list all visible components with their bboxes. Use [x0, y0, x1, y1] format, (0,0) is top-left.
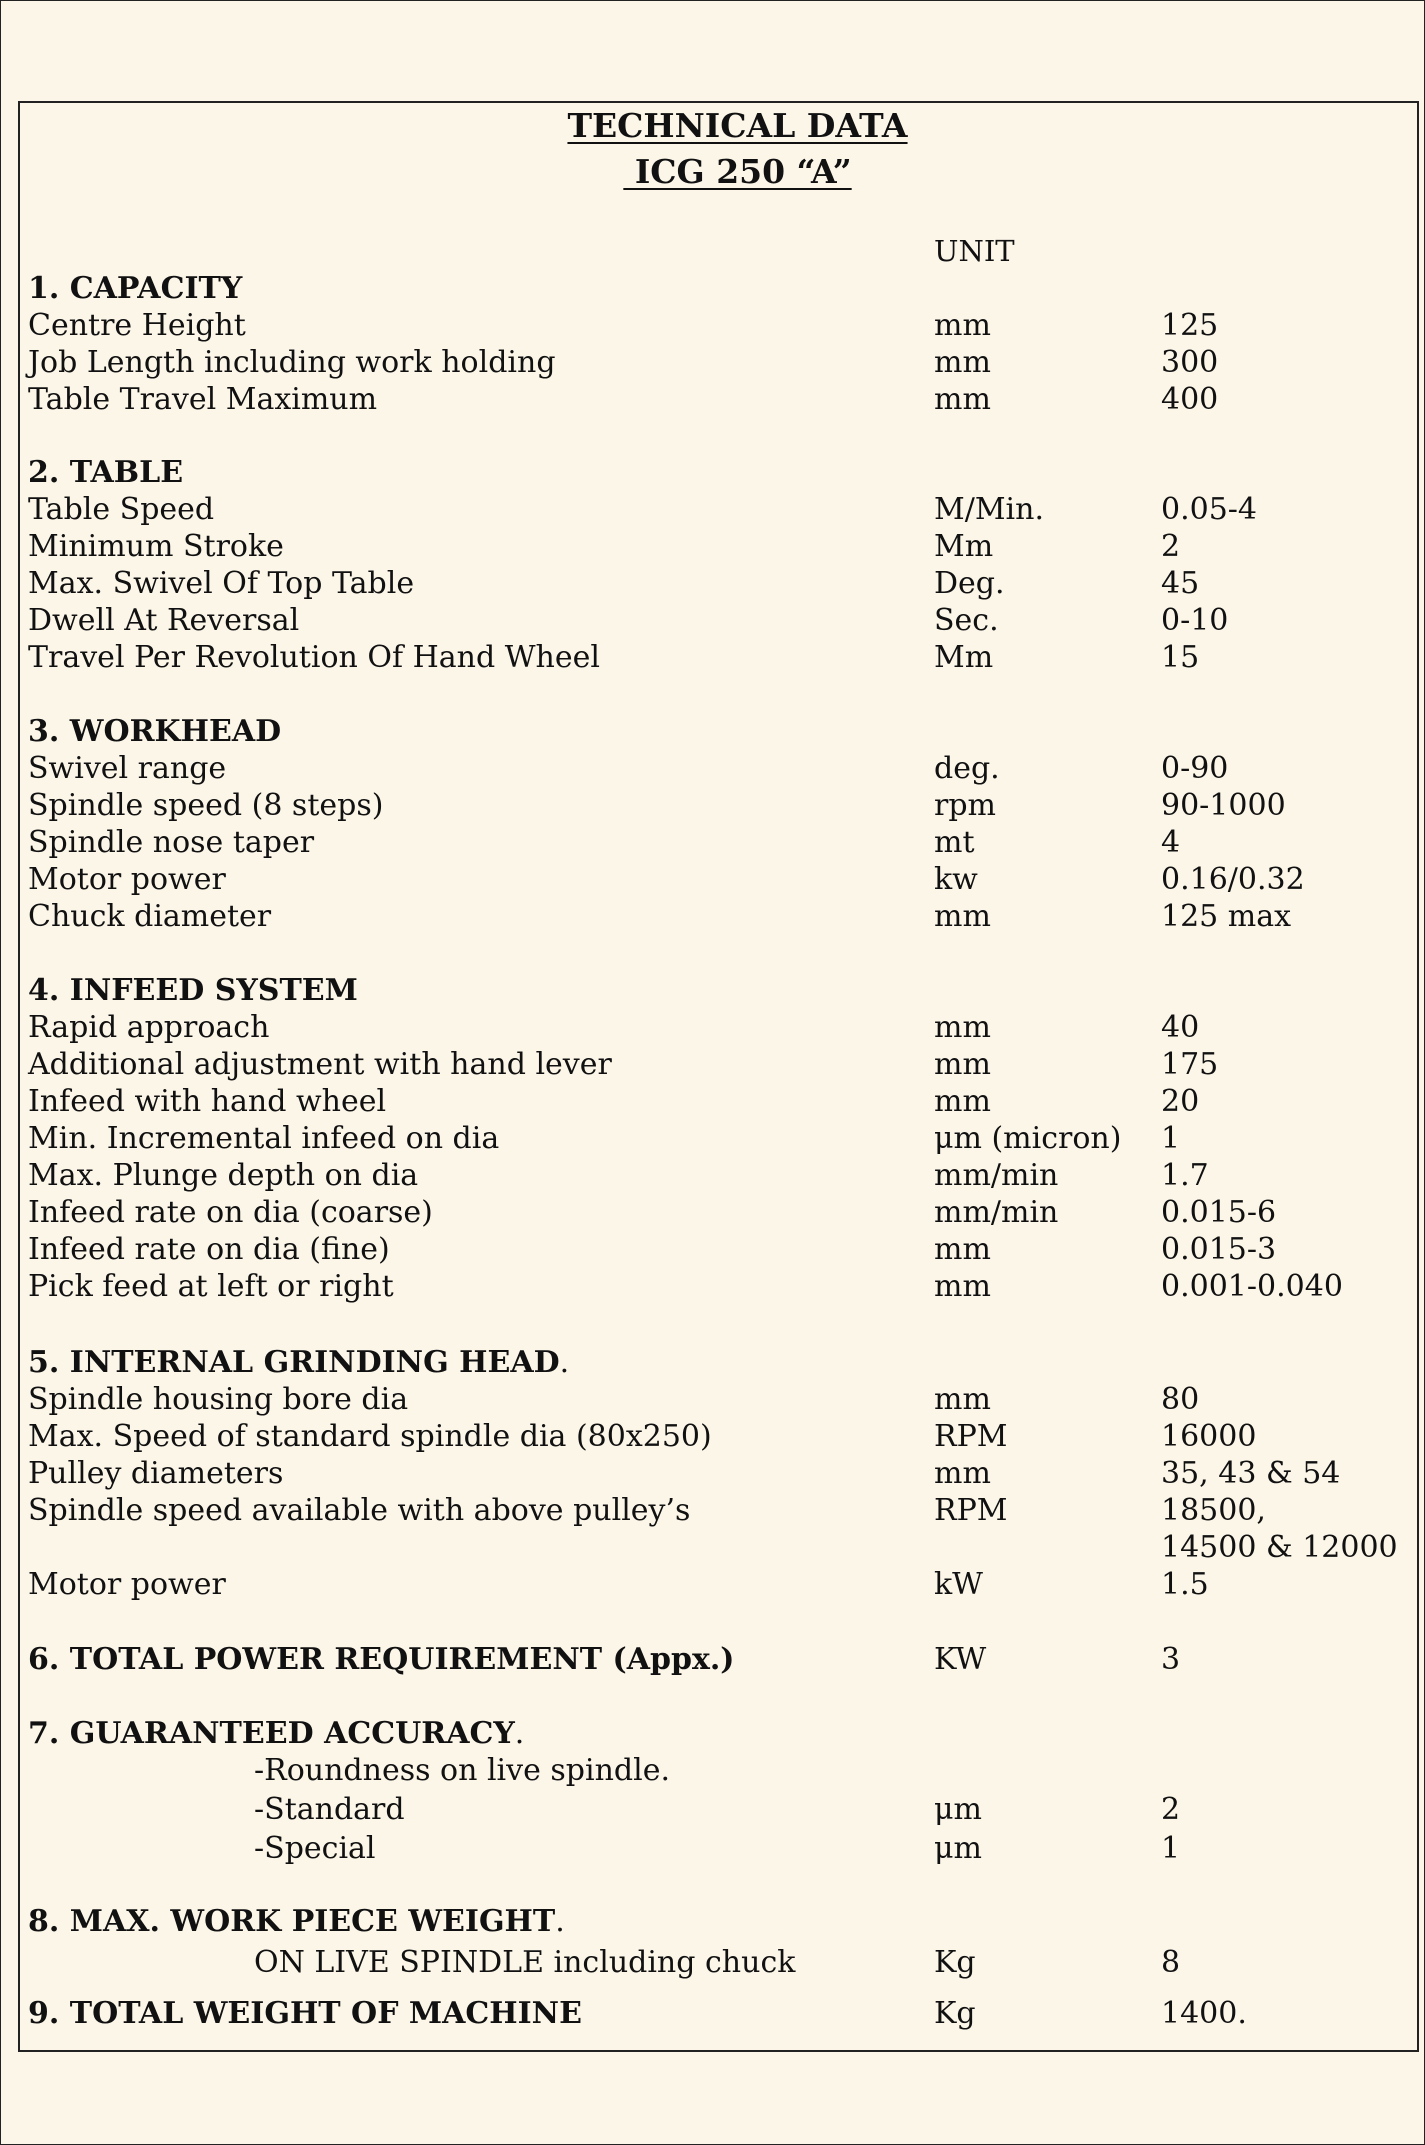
row-value: 1.5: [1161, 1567, 1209, 1602]
section-heading: [28, 1344, 569, 1381]
row-label: ON LIVE SPINDLE including chuck: [254, 1945, 796, 1980]
section-title: TOTAL POWER REQUIREMENT (Appx.): [69, 1642, 735, 1677]
row-label: Max. Plunge depth on dia: [28, 1158, 419, 1193]
row-label: Centre Height: [28, 308, 246, 343]
row-value: 0.001-0.040: [1161, 1269, 1343, 1304]
row-unit: RPM: [934, 1493, 1008, 1528]
section-title: INFEED SYSTEM: [69, 973, 358, 1008]
row-value: 90-1000: [1161, 788, 1286, 823]
row-unit: Kg: [934, 1945, 976, 1980]
row-label: Motor power: [28, 1567, 226, 1602]
section-heading: [28, 1641, 735, 1678]
row-label: Infeed with hand wheel: [28, 1084, 387, 1119]
row-unit: mm: [934, 1382, 991, 1417]
row-value: 16000: [1161, 1419, 1257, 1454]
section-value: 3: [1161, 1642, 1181, 1677]
row-value: 0.015-3: [1161, 1232, 1277, 1267]
row-unit: M/Min.: [934, 492, 1044, 527]
row-label: Max. Swivel Of Top Table: [28, 566, 415, 601]
model-title: ICG 250 “A”: [623, 152, 852, 191]
section-title-punctuation: .: [559, 1345, 570, 1380]
section-heading: [28, 454, 183, 491]
row-value: 15: [1161, 640, 1200, 675]
row-value: 1: [1161, 1831, 1181, 1866]
section-heading: [28, 270, 242, 307]
section-title: GUARANTEED ACCURACY: [69, 1716, 515, 1751]
row-value: 40: [1161, 1010, 1200, 1045]
row-value: 8: [1161, 1945, 1181, 1980]
section-unit: Kg: [934, 1996, 976, 2031]
row-value: 175: [1161, 1047, 1219, 1082]
row-label: Pick feed at left or right: [28, 1269, 394, 1304]
row-label: Max. Speed of standard spindle dia (80x250): [28, 1419, 712, 1454]
row-unit: RPM: [934, 1419, 1008, 1454]
row-unit: mm: [934, 899, 991, 934]
row-unit: mm: [934, 1084, 991, 1119]
row-value: 125 max: [1161, 899, 1292, 934]
row-value: 1.7: [1161, 1158, 1209, 1193]
row-value: 125: [1161, 308, 1219, 343]
row-unit: deg.: [934, 751, 1000, 786]
row-unit: μm: [934, 1792, 982, 1827]
section-number: 7.: [28, 1716, 60, 1751]
row-value: 14500 & 12000: [1161, 1530, 1398, 1565]
row-unit: mm: [934, 1232, 991, 1267]
row-label: Chuck diameter: [28, 899, 272, 934]
row-label: Dwell At Reversal: [28, 603, 300, 638]
row-label: Minimum Stroke: [28, 529, 284, 564]
row-label: Table Travel Maximum: [28, 382, 378, 417]
row-value: 2: [1161, 529, 1181, 564]
section-value: 1400.: [1161, 1996, 1247, 2031]
row-label: -Standard: [254, 1792, 405, 1827]
row-label: Infeed rate on dia (coarse): [28, 1195, 433, 1230]
section-title-punctuation: .: [514, 1716, 525, 1751]
row-label: Spindle speed available with above pulley’s: [28, 1493, 691, 1528]
row-unit: Mm: [934, 529, 994, 564]
row-unit: μm (micron): [934, 1121, 1122, 1156]
row-value: 35, 43 & 54: [1161, 1456, 1341, 1491]
row-label: Table Speed: [28, 492, 215, 527]
section-title: TOTAL WEIGHT OF MACHINE: [69, 1996, 582, 2031]
row-label: Motor power: [28, 862, 226, 897]
section-number: 4.: [28, 973, 60, 1008]
row-unit: Deg.: [934, 566, 1005, 601]
row-label: Additional adjustment with hand lever: [28, 1047, 612, 1082]
row-unit: mm: [934, 1047, 991, 1082]
row-unit: kw: [934, 862, 978, 897]
unit-column-header: UNIT: [934, 234, 1015, 268]
row-value: 4: [1161, 825, 1181, 860]
row-label: -Roundness on live spindle.: [254, 1753, 670, 1788]
section-title: CAPACITY: [69, 271, 243, 306]
section-heading: [28, 972, 358, 1009]
row-unit: mm/min: [934, 1158, 1059, 1193]
row-unit: mm: [934, 1010, 991, 1045]
row-unit: mm: [934, 1269, 991, 1304]
row-unit: Mm: [934, 640, 994, 675]
section-heading: [28, 1995, 582, 2032]
row-value: 45: [1161, 566, 1200, 601]
row-label: -Special: [254, 1831, 376, 1866]
row-unit: μm: [934, 1831, 982, 1866]
row-unit: mm: [934, 308, 991, 343]
row-label: Swivel range: [28, 751, 227, 786]
row-value: 2: [1161, 1792, 1181, 1827]
row-unit: mt: [934, 825, 975, 860]
row-unit: kW: [934, 1567, 984, 1602]
row-label: Min. Incremental infeed on dia: [28, 1121, 500, 1156]
row-unit: mm: [934, 1456, 991, 1491]
row-unit: mm: [934, 345, 991, 380]
section-heading: [28, 1903, 565, 1940]
section-number: 3.: [28, 714, 60, 749]
section-heading: [28, 1715, 524, 1752]
section-title: WORKHEAD: [69, 714, 282, 749]
row-value: 0.05-4: [1161, 492, 1258, 527]
row-value: 18500,: [1161, 1493, 1266, 1528]
section-number: 8.: [28, 1904, 60, 1939]
row-label: Job Length including work holding: [28, 345, 556, 380]
row-value: 0.015-6: [1161, 1195, 1277, 1230]
row-label: Spindle speed (8 steps): [28, 788, 384, 823]
document-title: TECHNICAL DATA: [567, 106, 908, 145]
section-number: 1.: [28, 271, 60, 306]
row-value: 1: [1161, 1121, 1181, 1156]
row-label: Travel Per Revolution Of Hand Wheel: [28, 640, 600, 675]
section-title: TABLE: [69, 455, 184, 490]
row-value: 0.16/0.32: [1161, 862, 1305, 897]
section-number: 9.: [28, 1996, 60, 2031]
row-label: Infeed rate on dia (fine): [28, 1232, 390, 1267]
section-number: 2.: [28, 455, 60, 490]
row-value: 400: [1161, 382, 1219, 417]
row-unit: rpm: [934, 788, 996, 823]
section-title: MAX. WORK PIECE WEIGHT: [69, 1904, 556, 1939]
section-title: INTERNAL GRINDING HEAD: [69, 1345, 560, 1380]
section-number: 5.: [28, 1345, 60, 1380]
section-heading: [28, 713, 281, 750]
row-value: 0-90: [1161, 751, 1229, 786]
row-value: 20: [1161, 1084, 1200, 1119]
row-unit: mm: [934, 382, 991, 417]
row-value: 300: [1161, 345, 1219, 380]
section-title-punctuation: .: [555, 1904, 565, 1939]
section-number: 6.: [28, 1642, 60, 1677]
row-unit: Sec.: [934, 603, 999, 638]
row-value: 0-10: [1161, 603, 1229, 638]
row-label: Pulley diameters: [28, 1456, 284, 1491]
section-unit: KW: [934, 1642, 987, 1677]
row-label: Spindle housing bore dia: [28, 1382, 409, 1417]
row-unit: mm/min: [934, 1195, 1059, 1230]
row-label: Rapid approach: [28, 1010, 270, 1045]
row-label: Spindle nose taper: [28, 825, 315, 860]
row-value: 80: [1161, 1382, 1200, 1417]
